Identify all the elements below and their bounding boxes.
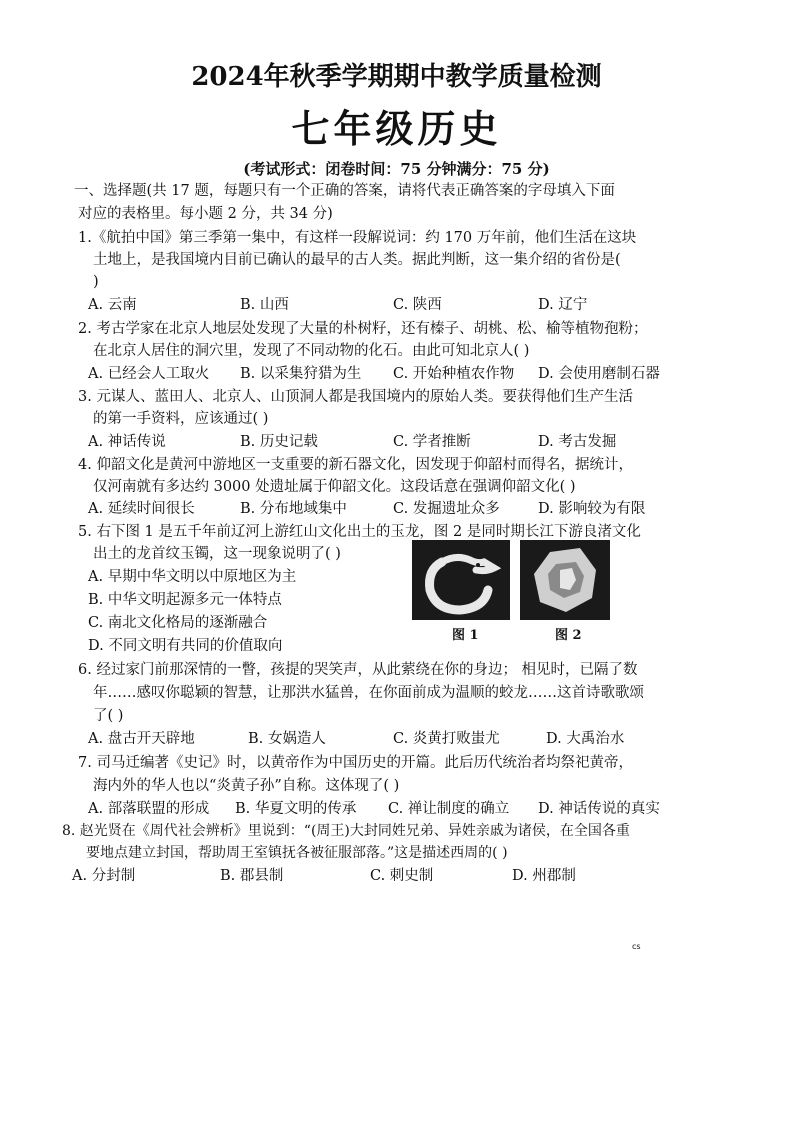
figure-1-caption: 图 1 — [452, 628, 479, 643]
exam-info: (考试形式：闭卷时间：75 分钟满分：75 分) — [243, 160, 550, 178]
question-2-line2: 在北京人居住的洞穴里，发现了不同动物的化石。由此可知北京人( ) — [93, 343, 530, 359]
question-5-line2: 出土的龙首纹玉镯，这一现象说明了( ) — [93, 546, 341, 562]
option-b[interactable]: B. 分布地域集中 — [240, 501, 347, 517]
question-5-option-b[interactable]: B. 中华文明起源多元一体特点 — [88, 592, 282, 608]
question-3-line2: 的第一手资料，应该通过( ) — [93, 411, 269, 427]
option-a[interactable]: A. 延续时间很长 — [88, 501, 195, 517]
question-6-line1: 6. 经过家门前那深情的一瞥，孩提的哭笑声，从此萦绕在你的身边； 相见时，已隔了数 — [78, 662, 638, 678]
option-a[interactable]: A. 已经会人工取火 — [88, 366, 210, 382]
option-c[interactable]: C. 开始种植农作物 — [393, 366, 515, 382]
option-b[interactable]: B. 郡县制 — [220, 868, 284, 884]
option-a[interactable]: A. 部落联盟的形成 — [88, 801, 210, 817]
question-5-option-d[interactable]: D. 不同文明有共同的价值取向 — [88, 638, 283, 654]
scanner-mark: cs — [632, 942, 641, 951]
option-c[interactable]: C. 刺史制 — [370, 868, 434, 884]
exam-title: 2024年秋季学期期中教学质量检测 — [191, 62, 602, 92]
question-6-line2: 年……感叹你聪颖的智慧，让那洪水猛兽，在你面前成为温顺的蛟龙……这首诗歌歌颂 — [93, 685, 644, 701]
question-1-line3: ) — [93, 274, 99, 290]
option-d[interactable]: D. 辽宁 — [538, 297, 588, 313]
question-5-option-c[interactable]: C. 南北文化格局的逐渐融合 — [88, 615, 268, 631]
jade-bracelet-icon — [520, 540, 610, 620]
question-2-line1: 2. 考古学家在北京人地层处发现了大量的朴树籽，还有榛子、胡桃、松、榆等植物孢粉； — [78, 321, 648, 337]
option-d[interactable]: D. 考古发掘 — [538, 434, 617, 450]
option-d[interactable]: D. 神话传说的真实 — [538, 801, 660, 817]
option-a[interactable]: A. 神话传说 — [88, 434, 166, 450]
option-c[interactable]: C. 炎黄打败蚩尤 — [393, 731, 500, 747]
question-5-option-a[interactable]: A. 早期中华文明以中原地区为主 — [88, 569, 297, 585]
jade-dragon-icon — [412, 540, 510, 620]
option-b[interactable]: B. 历史记载 — [240, 434, 318, 450]
section-instructions-line2: 对应的表格里。每小题 2 分，共 34 分) — [78, 206, 333, 222]
option-d[interactable]: D. 州郡制 — [512, 868, 576, 884]
question-8-line1: 8. 赵光贤在《周代社会辨析》里说到：“(周王)大封同姓兄弟、异姓亲戚为诸侯，在全国各重 — [62, 823, 630, 839]
option-c[interactable]: C. 陕西 — [393, 297, 442, 313]
jade-bracelet-image — [520, 540, 610, 620]
section-instructions-line1: 一、选择题(共 17 题，每题只有一个正确的答案，请将代表正确答案的字母填入下面 — [74, 183, 615, 199]
question-7-line2: 海内外的华人也以“炎黄子孙”自称。这体现了( ) — [93, 778, 400, 794]
option-a[interactable]: A. 云南 — [88, 297, 137, 313]
option-a[interactable]: A. 盘古开天辟地 — [88, 731, 195, 747]
option-c[interactable]: C. 发掘遗址众多 — [393, 501, 500, 517]
figure-2-caption: 图 2 — [555, 628, 582, 643]
option-b[interactable]: B. 山西 — [240, 297, 289, 313]
option-b[interactable]: B. 华夏文明的传承 — [235, 801, 357, 817]
question-4-line2: 仅河南就有多达约 3000 处遗址属于仰韶文化。这段话意在强调仰韶文化( ) — [93, 479, 576, 495]
question-7-line1: 7. 司马迁编著《史记》时，以黄帝作为中国历史的开篇。此后历代统治者均祭祀黄帝， — [78, 755, 633, 771]
option-a[interactable]: A. 分封制 — [72, 868, 136, 884]
option-d[interactable]: D. 会使用磨制石器 — [538, 366, 660, 382]
option-d[interactable]: D. 大禹治水 — [546, 731, 625, 747]
option-b[interactable]: B. 以采集狩猎为生 — [240, 366, 362, 382]
question-1-line1: 1.《航拍中国》第三季第一集中，有这样一段解说词：约 170 万年前，他们生活在这块 — [78, 230, 637, 246]
option-b[interactable]: B. 女娲造人 — [248, 731, 326, 747]
option-c[interactable]: C. 禅让制度的确立 — [388, 801, 510, 817]
jade-dragon-image — [412, 540, 510, 620]
question-1-line2: 土地上，是我国境内目前已确认的最早的古人类。据此判断，这一集介绍的省份是( — [93, 252, 621, 268]
option-d[interactable]: D. 影响较为有限 — [538, 501, 646, 517]
question-6-line3: 了( ) — [93, 708, 124, 724]
question-8-line2: 要地点建立封国，帮助周王室镇抚各被征服部落。”这是描述西周的( ) — [86, 845, 508, 861]
question-3-line1: 3. 元谋人、蓝田人、北京人、山顶洞人都是我国境内的原始人类。要获得他们生产生活 — [78, 389, 633, 405]
subject-title: 七年级历史 — [291, 106, 502, 151]
question-5-line1: 5. 右下图 1 是五千年前辽河上游红山文化出土的玉龙，图 2 是同时期长江下游良渚文化 — [78, 524, 641, 540]
question-4-line1: 4. 仰韶文化是黄河中游地区一支重要的新石器文化，因发现于仰韶村而得名，据统计， — [78, 457, 633, 473]
option-c[interactable]: C. 学者推断 — [393, 434, 471, 450]
